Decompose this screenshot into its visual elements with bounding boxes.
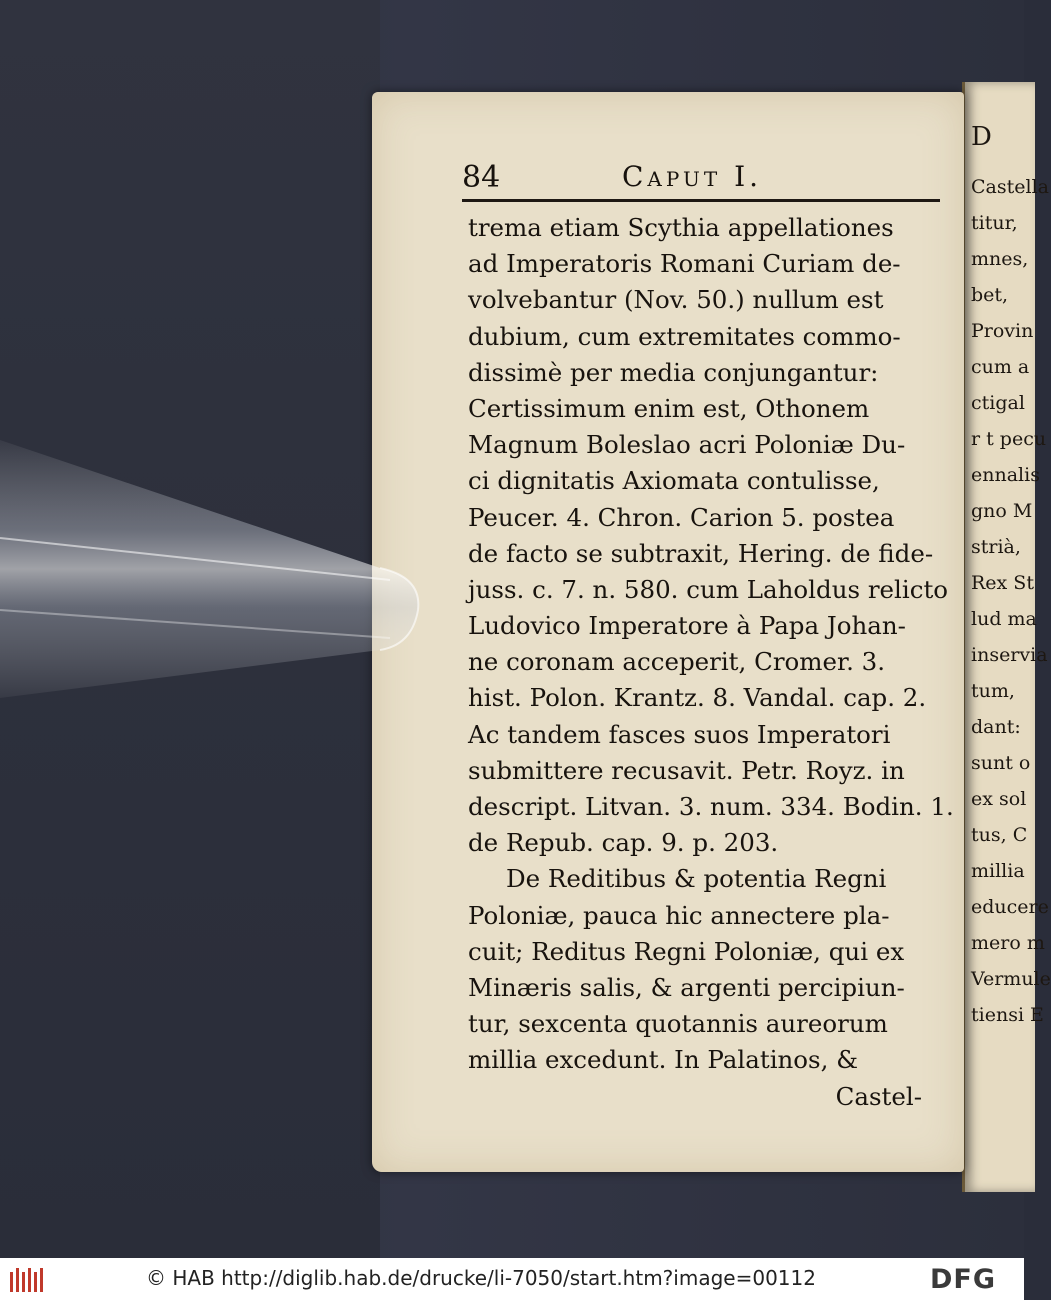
text-line: Ac tandem fasces suos Imperatori <box>468 719 891 749</box>
text-line: ne coronam acceperit, Cromer. 3. <box>468 647 886 677</box>
adjacent-line: Castella <box>971 176 1049 198</box>
text-line: Certissimum enim est, Othonem <box>468 393 870 423</box>
adjacent-line: ctigal <box>971 392 1025 414</box>
adjacent-line: mnes, <box>971 248 1029 270</box>
text-line: dubium, cum extremitates commo- <box>468 321 901 351</box>
text-line: descript. Litvan. 3. num. 334. Bodin. 1. <box>468 792 954 821</box>
adjacent-line: bet, <box>971 284 1009 306</box>
adjacent-line: ennalis <box>971 464 1040 486</box>
adjacent-line: Vermule <box>971 968 1051 990</box>
text-line: juss. c. 7. n. 580. cum Laholdus relicto <box>468 574 949 604</box>
text-line: trema etiam Scythia appellationes <box>468 213 894 242</box>
text-line: De Reditibus & potentia Regni <box>506 864 887 894</box>
adjacent-line: ex sol <box>971 788 1027 810</box>
adjacent-line: educere <box>971 896 1049 918</box>
text-line: ci dignitatis Axiomata contulisse, <box>468 466 880 496</box>
adjacent-line: strià, <box>971 536 1021 558</box>
adjacent-line: sunt o <box>971 752 1031 774</box>
text-line: Magnum Boleslao acri Poloniæ Du- <box>468 430 906 460</box>
adjacent-line: millia <box>971 860 1025 882</box>
adjacent-line: tus, C <box>971 824 1028 846</box>
text-line: de Repub. cap. 9. p. 203. <box>468 828 779 858</box>
footer-bar <box>0 1258 1024 1300</box>
page-number: 84 <box>462 160 501 195</box>
adjacent-line: gno M <box>971 500 1033 522</box>
adjacent-line: r t pecu <box>971 428 1047 450</box>
text-line: ad Imperatoris Romani Curiam de- <box>468 249 901 279</box>
page-header <box>462 160 942 200</box>
text-line: millia excedunt. In Palatinos, & <box>468 1045 859 1075</box>
copyright-link[interactable]: © HAB http://diglib.hab.de/drucke/li-7050/start.htm?image=00112 <box>146 1266 816 1290</box>
adjacent-page-header: D <box>971 122 992 152</box>
adjacent-line: inservia <box>971 644 1048 666</box>
adjacent-line: tum, <box>971 680 1015 702</box>
adjacent-line: Provin <box>971 320 1034 342</box>
dfg-logo: DFG <box>930 1264 997 1295</box>
text-line: dissimè per media conjungantur: <box>468 357 879 387</box>
page-body <box>468 210 954 1115</box>
adjacent-page <box>962 82 1051 1192</box>
adjacent-line: titur, <box>971 212 1018 234</box>
adjacent-line: Rex St <box>971 572 1034 594</box>
text-line: Peucer. 4. Chron. Carion 5. postea <box>468 502 895 532</box>
running-head: Caput I. <box>622 160 763 193</box>
text-line: tur, sexcenta quotannis aureorum <box>468 1009 888 1039</box>
adjacent-line: lud ma <box>971 608 1037 630</box>
text-line: Minæris salis, & argenti percipiun- <box>468 972 905 1002</box>
text-line: de facto se subtraxit, Hering. de fide- <box>468 538 934 568</box>
catchword: Castel- <box>835 1081 922 1111</box>
text-line: hist. Polon. Krantz. 8. Vandal. cap. 2. <box>468 683 927 713</box>
text-line: cuit; Reditus Regni Poloniæ, qui ex <box>468 936 905 966</box>
book-page <box>372 92 964 1172</box>
adjacent-line: tiensi E <box>971 1004 1044 1026</box>
adjacent-line: mero m <box>971 932 1045 954</box>
text-line: Ludovico Imperatore à Papa Johan- <box>468 611 906 641</box>
glass-page-holder <box>0 440 420 700</box>
hab-logo-icon <box>8 1266 48 1294</box>
text-line: submittere recusavit. Petr. Royz. in <box>468 755 905 785</box>
text-line: volvebantur (Nov. 50.) nullum est <box>468 285 884 315</box>
adjacent-line: dant: <box>971 716 1021 738</box>
text-line: Poloniæ, pauca hic annectere pla- <box>468 900 890 930</box>
header-rule <box>462 199 940 202</box>
adjacent-line: cum a <box>971 356 1030 378</box>
